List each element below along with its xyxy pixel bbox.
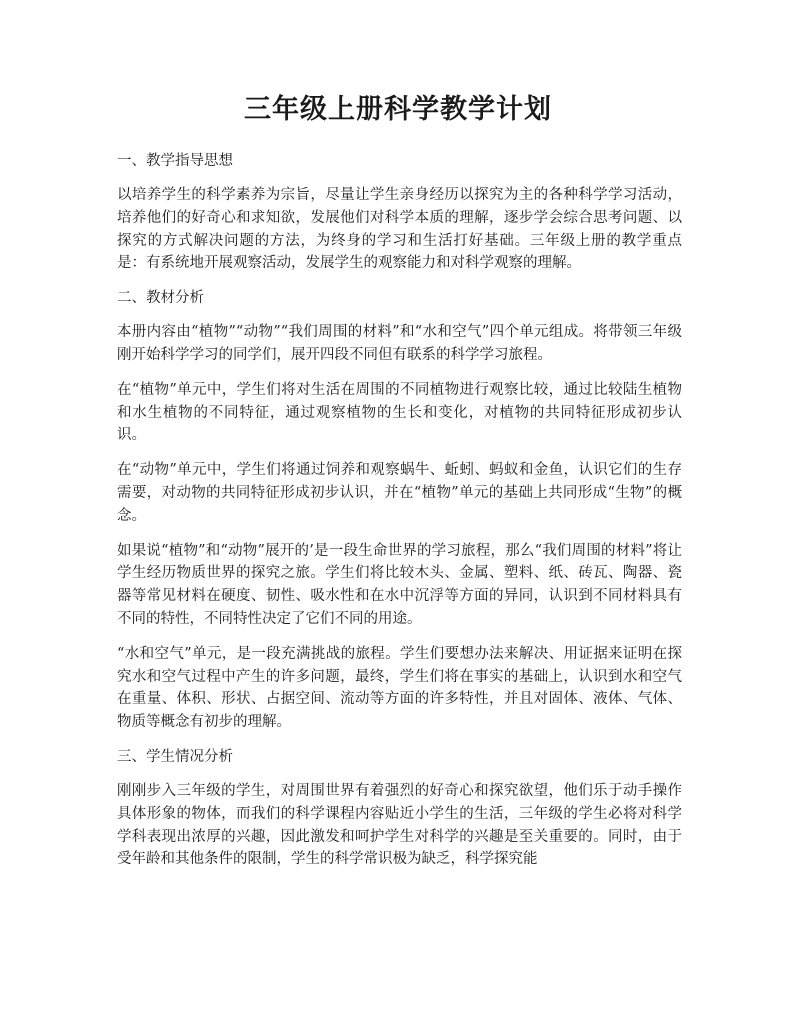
section-heading-textbook-analysis: 二、教材分析 <box>117 290 204 307</box>
paragraph: 在“植物”单元中，学生们将对生活在周围的不同植物进行观察比较，通过比较陆生植物和水生植物的不同特征，通过观察植物的生长和变化，对植物的共同特征形成初步认识。 <box>117 381 682 444</box>
paragraph: 在“动物”单元中，学生们将通过饲养和观察蜗牛、蚯蚓、蚂蚁和金鱼，认识它们的生存需要，对动物的共同特征形成初步认识，并在“植物”单元的基础上共同形成“生物”的概念。 <box>117 462 682 524</box>
section-heading-guiding-ideology: 一、教学指导思想 <box>117 153 233 169</box>
paragraph: “水和空气”单元，是一段充满挑战的旅程。学生们要想办法来解决、用证据来证明在探究水和空气过程中产生的许多问题，最终，学生们将在事实的基础上，认识到水和空气在重量、体积、形状、占据空间、流动等方面的许多特性，并且对固体、液体、气体、物质等概念有初步的理解。 <box>117 645 682 731</box>
paragraph: 本册内容由“植物”“动物”“我们周围的材料”和“水和空气”四个单元组成。将带领三年级刚开始科学学习的同学们，展开四段不同但有联系的科学学习旅程。 <box>117 324 682 363</box>
section-heading-student-analysis: 三、学生情况分析 <box>117 748 233 765</box>
paragraph: 刚刚步入三年级的学生，对周围世界有着强烈的好奇心和探究欲望，他们乐于动手操作具体形象的物体，而我们的科学课程内容贴近小学生的生活，三年级的学生必将对科学学科表现出浓厚的兴趣，因此激发和呵护学生对科学的兴趣是至关重要的。同时，由于受年龄和其他条件的限制，学生的科学常识极为缺乏，科学探究能 <box>117 782 682 868</box>
document-title: 三年级上册科学教学计划 <box>244 94 552 125</box>
paragraph: 以培养学生的科学素养为宗旨，尽量让学生亲身经历以探究为主的各种科学学习活动，培养他们的好奇心和求知欲，发展他们对科学本质的理解，逐步学会综合思考问题、以探究的方式解决问题的方法，为终身的学习和生活打好基础。三年级上册的教学重点是：有系统地开展观察活动，发展学生的观察能力和对科学观察的理解。 <box>117 187 682 272</box>
document-body <box>117 150 682 883</box>
paragraph: 如果说“植物”和“动物”展开的’是一段生命世界的学习旅程，那么“我们周围的材料”将让学生经历物质世界的探究之旅。学生们将比较木头、金属、塑料、纸、砖瓦、陶器、瓷器等常见材料在硬度、韧性、吸水性和在水中沉浮等方面的异同，认识到不同材料具有不同的特性，不同特性决定了它们不同的用途。 <box>117 542 682 627</box>
